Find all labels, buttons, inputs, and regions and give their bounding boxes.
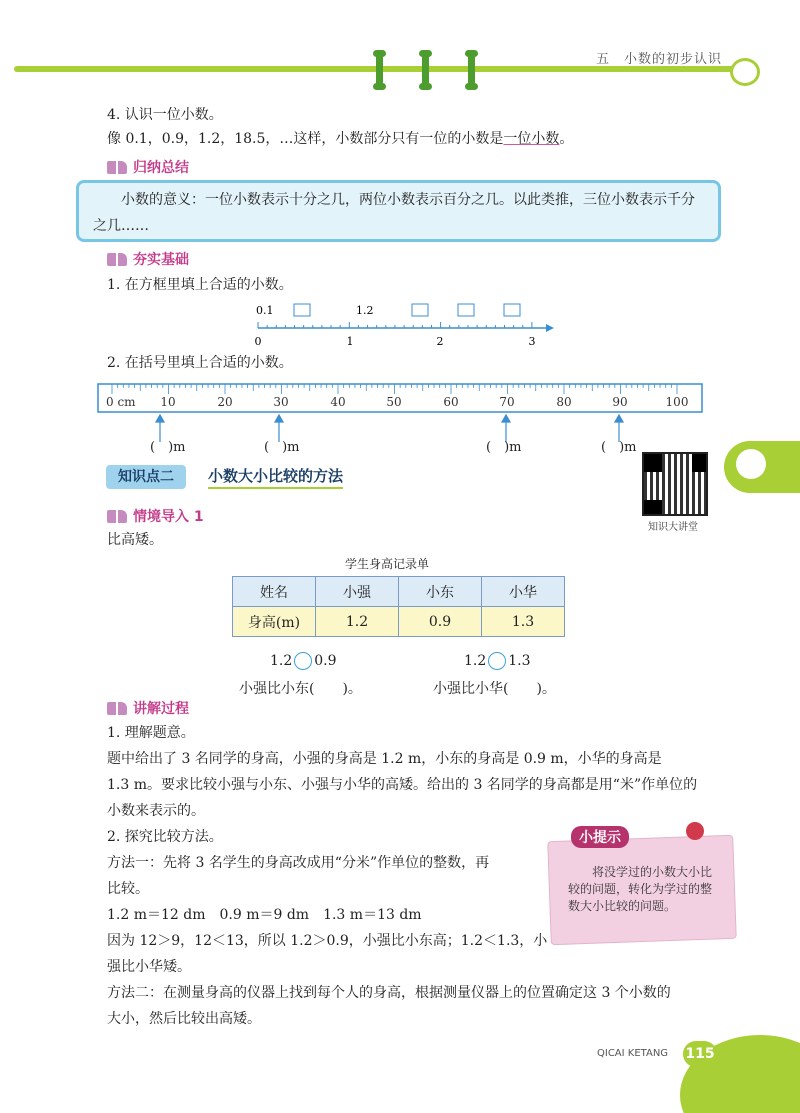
table-header-cell: 小强 <box>316 577 399 607</box>
step-1: 1. 理解题意。 <box>107 725 195 741</box>
example-line <box>107 126 573 152</box>
chapter-title: 五 小数的初步认识 <box>595 52 722 67</box>
blank-3[interactable]: ( )m <box>486 440 522 455</box>
example-term: 一位小数 <box>503 131 560 147</box>
tick-label: 0 <box>254 335 262 348</box>
binder-pin-icon <box>468 50 475 90</box>
rabbit-icon <box>736 449 766 479</box>
situation-prompt: 比高矮。 <box>107 532 163 548</box>
book-icon <box>107 510 127 523</box>
situation-heading <box>107 506 204 526</box>
book-icon <box>107 253 127 266</box>
question-2: 2. 在括号里填上合适的小数。 <box>107 355 293 371</box>
ruler-label: 40 <box>330 395 346 409</box>
compare-value: 0.9 <box>314 653 337 669</box>
method-line: 因为 12＞9，12＜13，所以 1.2＞0.9，小强比小东高；1.2＜1.3，小 <box>107 933 548 949</box>
compare-2 <box>464 652 531 670</box>
page-number: 115 <box>683 1041 717 1067</box>
height-table <box>232 576 565 637</box>
qr-caption: 知识大讲堂 <box>648 522 698 533</box>
method-line: 方法二：在测量身高的仪器上找到每个人的身高，根据测量仪器上的位置确定这 3 个小数的 <box>107 985 671 1001</box>
item-4: 4. 认识一位小数。 <box>107 107 223 123</box>
answer-box[interactable] <box>294 304 310 316</box>
compare-value: 1.2 <box>464 653 487 669</box>
table-header-cell: 姓名 <box>233 577 316 607</box>
summary-box: 小数的意义：一位小数表示十分之几，两位小数表示百分之几。以此类推，三位小数表示千分之几…… <box>76 180 721 242</box>
tick-label: 1 <box>346 335 354 348</box>
footer-label: QICAI KETANG <box>597 1048 669 1059</box>
mark-label: 0.1 <box>256 304 274 317</box>
blank-1[interactable]: ( )m <box>150 440 186 455</box>
compare-circle[interactable] <box>488 652 506 670</box>
compare-1 <box>270 652 337 670</box>
method-line: 方法一：先将 3 名学生的身高改成用“分米”作单位的整数，再 <box>107 855 490 871</box>
tip-text: 将没学过的小数大小比较的问题，转化为学过的整数大小比较的问题。 <box>568 865 713 913</box>
method-line: 强比小华矮。 <box>107 959 191 975</box>
table-cell: 身高(m) <box>233 607 316 637</box>
mascot-icon <box>730 58 760 86</box>
book-icon <box>107 161 127 174</box>
process-heading <box>107 698 189 718</box>
method-line: 比较。 <box>107 881 149 897</box>
knowledge-tag: 知识点二 <box>106 465 186 489</box>
answer-box[interactable] <box>458 304 474 316</box>
table-header-cell: 小华 <box>482 577 565 607</box>
answer-box[interactable] <box>412 304 428 316</box>
para-line: 1.3 m。要求比较小强与小东、小强与小华的高矮。给出的 3 名同学的身高都是用“米”作单位的 <box>107 777 698 793</box>
qr-code-icon[interactable] <box>642 452 708 516</box>
knowledge-title: 小数大小比较的方法 <box>208 465 343 489</box>
table-header-cell: 小东 <box>399 577 482 607</box>
example-suffix: 。 <box>559 131 574 147</box>
ruler-label: 70 <box>499 395 515 409</box>
practice-heading-label: 夯实基础 <box>133 252 189 268</box>
process-heading-label: 讲解过程 <box>133 701 189 717</box>
para-line: 题中给出了 3 名同学的身高，小强的身高是 1.2 m，小东的身高是 0.9 m，小华的身高是 <box>107 751 662 767</box>
compare-1-text: 小强比小东( )。 <box>239 681 362 697</box>
compare-circle[interactable] <box>294 652 312 670</box>
para-line: 小数来表示的。 <box>107 803 205 819</box>
compare-value: 1.3 <box>508 653 531 669</box>
ruler-label: 20 <box>217 395 233 409</box>
practice-heading <box>107 249 189 269</box>
book-icon <box>107 702 127 715</box>
compare-value: 1.2 <box>270 653 293 669</box>
ruler-label: 90 <box>612 395 628 409</box>
question-1: 1. 在方框里填上合适的小数。 <box>107 277 293 293</box>
table-cell: 1.3 <box>482 607 565 637</box>
ruler-label: 100 <box>665 395 689 409</box>
blank-4[interactable]: ( )m <box>601 440 637 455</box>
mark-label: 1.2 <box>356 304 374 317</box>
binder-pin-icon <box>376 50 383 90</box>
ruler-label: 0 cm <box>106 395 136 409</box>
table-title: 学生身高记录单 <box>345 557 430 571</box>
summary-heading-label: 归纳总结 <box>133 160 189 176</box>
table-cell: 1.2 <box>316 607 399 637</box>
ruler-label: 10 <box>160 395 176 409</box>
ruler-label: 60 <box>443 395 459 409</box>
step-2: 2. 探究比较方法。 <box>107 829 223 845</box>
answer-box[interactable] <box>504 304 520 316</box>
pushpin-icon <box>686 822 704 840</box>
table-cell: 0.9 <box>399 607 482 637</box>
ruler-label: 80 <box>556 395 572 409</box>
tick-label: 2 <box>436 335 444 348</box>
example-prefix: 像 0.1，0.9，1.2，18.5，…这样，小数部分只有一位的小数是 <box>107 131 504 147</box>
ruler-label: 50 <box>386 395 402 409</box>
method-line: 大小，然后比较出高矮。 <box>107 1011 261 1027</box>
tip-title: 小提示 <box>571 826 629 848</box>
method-line: 1.2 m＝12 dm 0.9 m＝9 dm 1.3 m＝13 dm <box>107 907 422 923</box>
compare-2-text: 小强比小华( )。 <box>433 681 556 697</box>
blank-2[interactable]: ( )m <box>264 440 300 455</box>
summary-heading <box>107 157 189 177</box>
tick-label: 3 <box>528 335 536 348</box>
situation-heading-label: 情境导入 1 <box>133 509 204 525</box>
number-line <box>240 298 560 350</box>
ruler-label: 30 <box>273 395 289 409</box>
binder-pin-icon <box>422 50 429 90</box>
